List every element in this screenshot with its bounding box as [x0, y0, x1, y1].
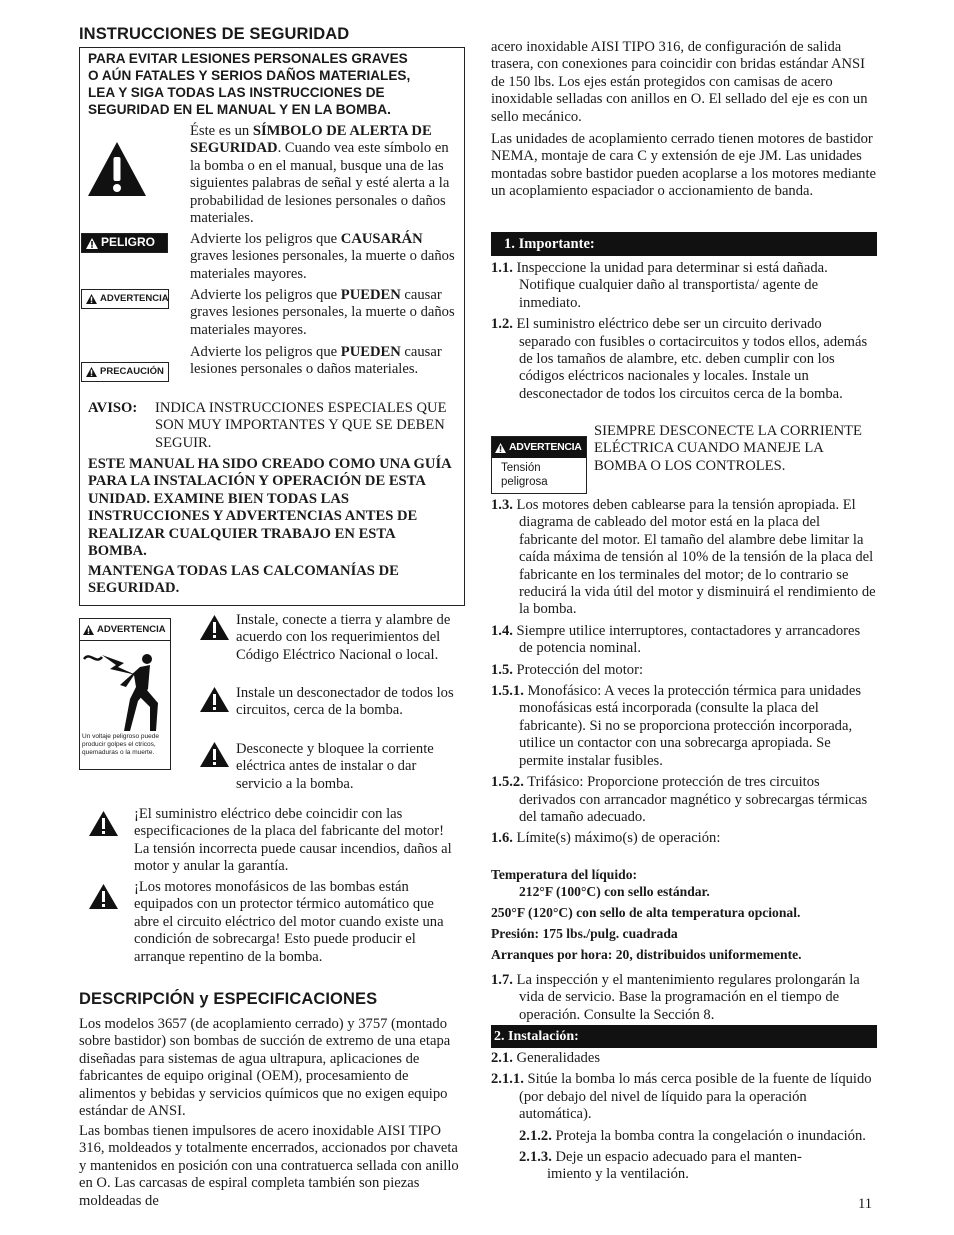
description-heading: DESCRIPCIÓN y ESPECIFICACIONES: [79, 990, 378, 1008]
important-list-2: 1.3. Los motores deben cablearse para la tensión apropiada. El diagrama de cableado del motor está en la placa del fabricante del motor. El tamaño del alambre debe limitar la caída máxima de tensión al 10% de la tensión de la placa del fabricante en los terminales del motor; de lo contrario se reducirá la vida útil del motor y disminuirá el rendimiento de la bomba. 1.4. Siempre utilice interruptores, contactadores y arrancadores de potencia nominal. 1.5. Protección del motor: 1.5.1. Monofásico: A veces la protección térmica para unidades monofásicas está incorporada (consulte la placa del fabricante). Si no se proporciona protección incorporada, utilice un contactor con una sobrecarga apropiada. Se permite instalar fusibles. 1.5.2. Trifásico: Proporcione protección de tres circuitos derivados con arrancador magnético y sobrecargas térmicas del tamaño adecuado. 1.6. Límite(s) máximo(s) de operación:: [491, 497, 876, 847]
alert-icon: [199, 741, 230, 768]
alert-icon: [88, 883, 119, 910]
important-list-3: 1.7. La inspección y el mantenimiento regulares prolongarán la vida de servicio. Base la programación en el tiempo de operación. Consulte la Sección 8.: [491, 972, 860, 1023]
precaucion-badge: PRECAUCIÓN: [81, 362, 169, 382]
operating-limits: Temperatura del líquido: 212°F (100°C) con sello estándar. 250°F (120°C) con sello de alta temperatura opcional. Presión: 175 lbs./pulg. cuadrada Arranques por hora: 20, distribuidos uniformemente.: [491, 867, 802, 962]
page-number: 11: [858, 1196, 873, 1212]
alert-icon: [86, 367, 97, 377]
decals-note: MANTENGA TODAS LAS CALCOMANÍAS DE SEGURIDAD.: [88, 563, 399, 597]
alert-icon: [86, 238, 98, 249]
safety-heading: INSTRUCCIONES DE SEGURIDAD: [79, 25, 350, 43]
alert-icon: [199, 614, 230, 641]
advertencia-text: Advierte los peligros que PUEDEN causar graves lesiones personales, la muerte o daños materiales mayores.: [190, 287, 455, 338]
peligro-text: Advierte los peligros que CAUSARÁN graves lesiones personales, la muerte o daños materiales mayores.: [190, 231, 455, 282]
alert-icon: [83, 625, 94, 635]
safety-alert-symbol-icon: [86, 140, 148, 198]
install-heading: 2. Instalación:: [491, 1025, 877, 1048]
voltage-warning-label: ADVERTENCIA Tensión peligrosa: [491, 436, 587, 494]
electric-note: ¡Los motores monofásicos de las bombas están equipados con un protector térmico automático que abre el circuito eléctrico del motor cuando existe una condición de sobrecarga! Esto puede producir el arranque repentino de la bomba.: [134, 879, 444, 965]
precaucion-text: Advierte los peligros que PUEDEN causar lesiones personales o daños materiales.: [190, 344, 442, 378]
important-heading: 1. Importante:: [491, 232, 877, 256]
electric-item: Instale un desconectador de todos los circuitos, cerca de la bomba.: [236, 685, 454, 719]
electric-warning-label: ADVERTENCIA Un voltaje peligroso puede producir golpes el ctricos, quemaduras o la muerte.: [79, 618, 171, 770]
electric-note: ¡El suministro eléctrico debe coincidir con las especificaciones de la placa del fabricante del motor! La tensión incorrecta puede causar incendios, daños al motor y anular la garantía.: [134, 806, 452, 875]
description-p2-cont: acero inoxidable AISI TIPO 316, de configuración de salida trasera, con conexiones para coincidir con bridas estándar ANSI de 150 lbs. Los ejes están protegidos con camisas de acero inoxidable selladas con anillos en O. El sellado del eje es con un sello mecánico.: [491, 39, 868, 125]
install-list: 2.1. Generalidades 2.1.1. Sitúe la bomba lo más cerca posible de la fuente de líquido (por debajo del nivel de líquido para la operación automática). 2.1.2. Proteja la bomba contra la congelación o inundación. 2.1.3. Deje un espacio adecuado para el manten- imiento y la ventilación.: [491, 1050, 872, 1183]
electric-item: Instale, conecte a tierra y alambre de acuerdo con los requerimientos del Código Eléctrico Nacional o local.: [236, 612, 451, 663]
description-p2: Las bombas tienen impulsores de acero inoxidable AISI TIPO 316, moldeados y totalmente encerrados, accionados por chaveta y mantenidos en posición con una contratuerca sellada con anillo en O. Las carcasas de espiral completa también son piezas moldeadas de: [79, 1123, 459, 1209]
alert-icon: [495, 443, 506, 453]
electric-shock-icon: [80, 641, 170, 733]
advertencia-badge: ADVERTENCIA: [81, 289, 169, 309]
alert-icon: [86, 294, 97, 304]
important-list: 1.1. Inspeccione la unidad para determinar si está dañada. Notifique cualquier daño al transportista/ agente de inmediato. 1.2. El suministro eléctrico debe ser un circuito derivado separado con fusibles o cortacircuitos y todos ellos, además de los tamaños de alambre, etc. deben cumplir con los códigos eléctricos nacionales y locales. Instale un desconectador de todos los circuitos cerca de la bomba.: [491, 260, 868, 402]
alert-icon: [88, 810, 119, 837]
peligro-badge: PELIGRO: [81, 233, 168, 253]
symbol-text: Éste es un SÍMBOLO DE ALERTA DE SEGURIDAD. Cuando vea este símbolo en la bomba o en el manual, busque una de las siguientes palabras de señal y esté alerta a la probabilidad de lesiones personales o daños materiales.: [190, 123, 450, 227]
electric-item: Desconecte y bloquee la corriente eléctrica antes de instalar o dar servicio a la bomba.: [236, 741, 434, 792]
voltage-warning-text: SIEMPRE DESCONECTE LA CORRIENTE ELÉCTRICA CUANDO MANEJE LA BOMBA O LOS CONTROLES.: [594, 423, 862, 474]
alert-icon: [199, 686, 230, 713]
description-p1: Los modelos 3657 (de acoplamiento cerrado) y 3757 (montado sobre bastidor) son bombas de succión de extremo de una etapa diseñadas para sistemas de agua ultrapura, aplicaciones de fabricantes de equipo original (OEM), procesamiento de alimentos y bebidas y servicios químicos que no exigen equipo estándar de ANSI.: [79, 1016, 451, 1120]
aviso-label: AVISO:: [88, 400, 138, 416]
description-p3: Las unidades de acoplamiento cerrado tienen motores de bastidor NEMA, montaje de cara C y extensión de eje JM. Las unidades montadas sobre bastidor pueden acoplarse a los motores mediante un acoplamiento espaciador o accionamiento de banda.: [491, 131, 876, 200]
safety-intro: PARA EVITAR LESIONES PERSONALES GRAVES O AÚN FATALES Y SERIOS DAÑOS MATERIALES, LEA Y SIGA TODAS LAS INSTRUCCIONES DE SEGURIDAD EN EL MANUAL Y EN LA BOMBA.: [88, 51, 411, 117]
aviso-text: INDICA INSTRUCCIONES ESPECIALES QUE SON MUY IMPORTANTES Y QUE SE DEBEN SEGUIR.: [155, 400, 447, 451]
manual-note: ESTE MANUAL HA SIDO CREADO COMO UNA GUÍA PARA LA INSTALACIÓN Y OPERACIÓN DE ESTA UNIDAD. EXAMINE BIEN TODAS LAS INSTRUCCIONES Y ADVERTENCIAS ANTES DE REALIZAR CUALQUIER TRABAJO EN ESTA BOMBA.: [88, 456, 451, 560]
